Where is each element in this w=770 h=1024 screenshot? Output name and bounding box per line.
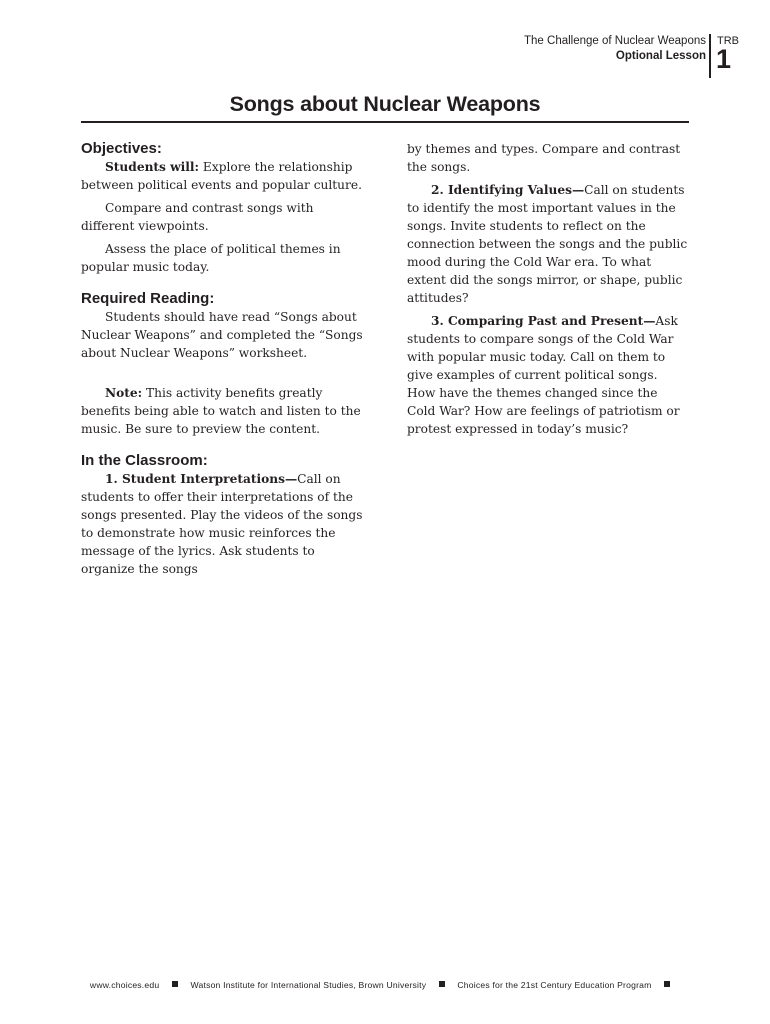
objectives-lead-text: Explore the relationship between political events and popular culture. bbox=[81, 160, 362, 192]
step-1-bold: 1. Student Interpretations— bbox=[105, 472, 298, 486]
step-1-paragraph bbox=[81, 470, 363, 578]
required-reading-text: Students should have read “Songs about Nuclear Weapons” and completed the “Songs about Nuclear Weapons” worksheet. bbox=[81, 310, 363, 360]
title-rule bbox=[81, 121, 689, 123]
step-1-text: Call on students to offer their interpretations of the songs presented. Play the videos of the songs to demonstrate how music reinforces the message of the lyrics. Ask students to organize the songs bbox=[81, 472, 363, 576]
objectives-lead-bold: Students will: bbox=[105, 160, 200, 174]
footer-square-icon bbox=[172, 981, 178, 987]
running-header bbox=[524, 34, 706, 64]
step-2-bold: 2. Identifying Values— bbox=[431, 183, 585, 197]
step-3-text: Ask students to compare songs of the Cold War with popular music today. Call on them to give examples of current political songs. How have the themes changed since the Cold War? How are feelings of patriotism or protest expressed in today’s music? bbox=[407, 314, 680, 436]
step-3-bold: 3. Comparing Past and Present— bbox=[431, 314, 656, 328]
objectives-heading: Objectives: bbox=[81, 140, 162, 157]
objectives-paragraph-2: Compare and contrast songs with different viewpoints. bbox=[81, 201, 314, 233]
right-column bbox=[407, 140, 689, 443]
step-2-paragraph bbox=[407, 181, 689, 307]
step-2-text: Call on students to identify the most important values in the songs. Invite students to reflect on the connection between the songs and the public mood during the Cold War era. To what extent did the songs mirror, or shape, public attitudes? bbox=[407, 183, 688, 305]
footer-website: www.choices.edu bbox=[89, 980, 160, 990]
footer-program: Choices for the 21st Century Education Program bbox=[457, 980, 652, 990]
objectives-paragraph-1 bbox=[81, 158, 363, 194]
footer-square-icon bbox=[439, 981, 445, 987]
objectives-paragraph-3: Assess the place of political themes in popular music today. bbox=[81, 242, 341, 274]
unit-title: The Challenge of Nuclear Weapons bbox=[524, 35, 706, 47]
step-3-paragraph bbox=[407, 312, 689, 438]
step-1-continuation: by themes and types. Compare and contrast the songs. bbox=[407, 142, 681, 174]
note-text: This activity benefits greatly benefits being able to watch and listen to the music. Be sure to preview the content. bbox=[81, 386, 361, 436]
classroom-heading: In the Classroom: bbox=[81, 452, 208, 469]
footer-institute: Watson Institute for International Studies, Brown University bbox=[190, 980, 427, 990]
footer-square-icon bbox=[664, 981, 670, 987]
note-bold: Note: bbox=[105, 386, 143, 400]
spacer bbox=[81, 367, 363, 384]
trb-label: TRB bbox=[717, 35, 739, 47]
required-reading-heading: Required Reading: bbox=[81, 290, 215, 307]
note-paragraph bbox=[81, 384, 363, 438]
page-footer bbox=[0, 980, 770, 990]
trb-number: 1 bbox=[716, 44, 732, 74]
header-divider bbox=[709, 34, 711, 78]
lesson-type: Optional Lesson bbox=[615, 50, 706, 62]
page-title: Songs about Nuclear Weapons bbox=[229, 92, 541, 116]
left-column bbox=[81, 140, 363, 583]
